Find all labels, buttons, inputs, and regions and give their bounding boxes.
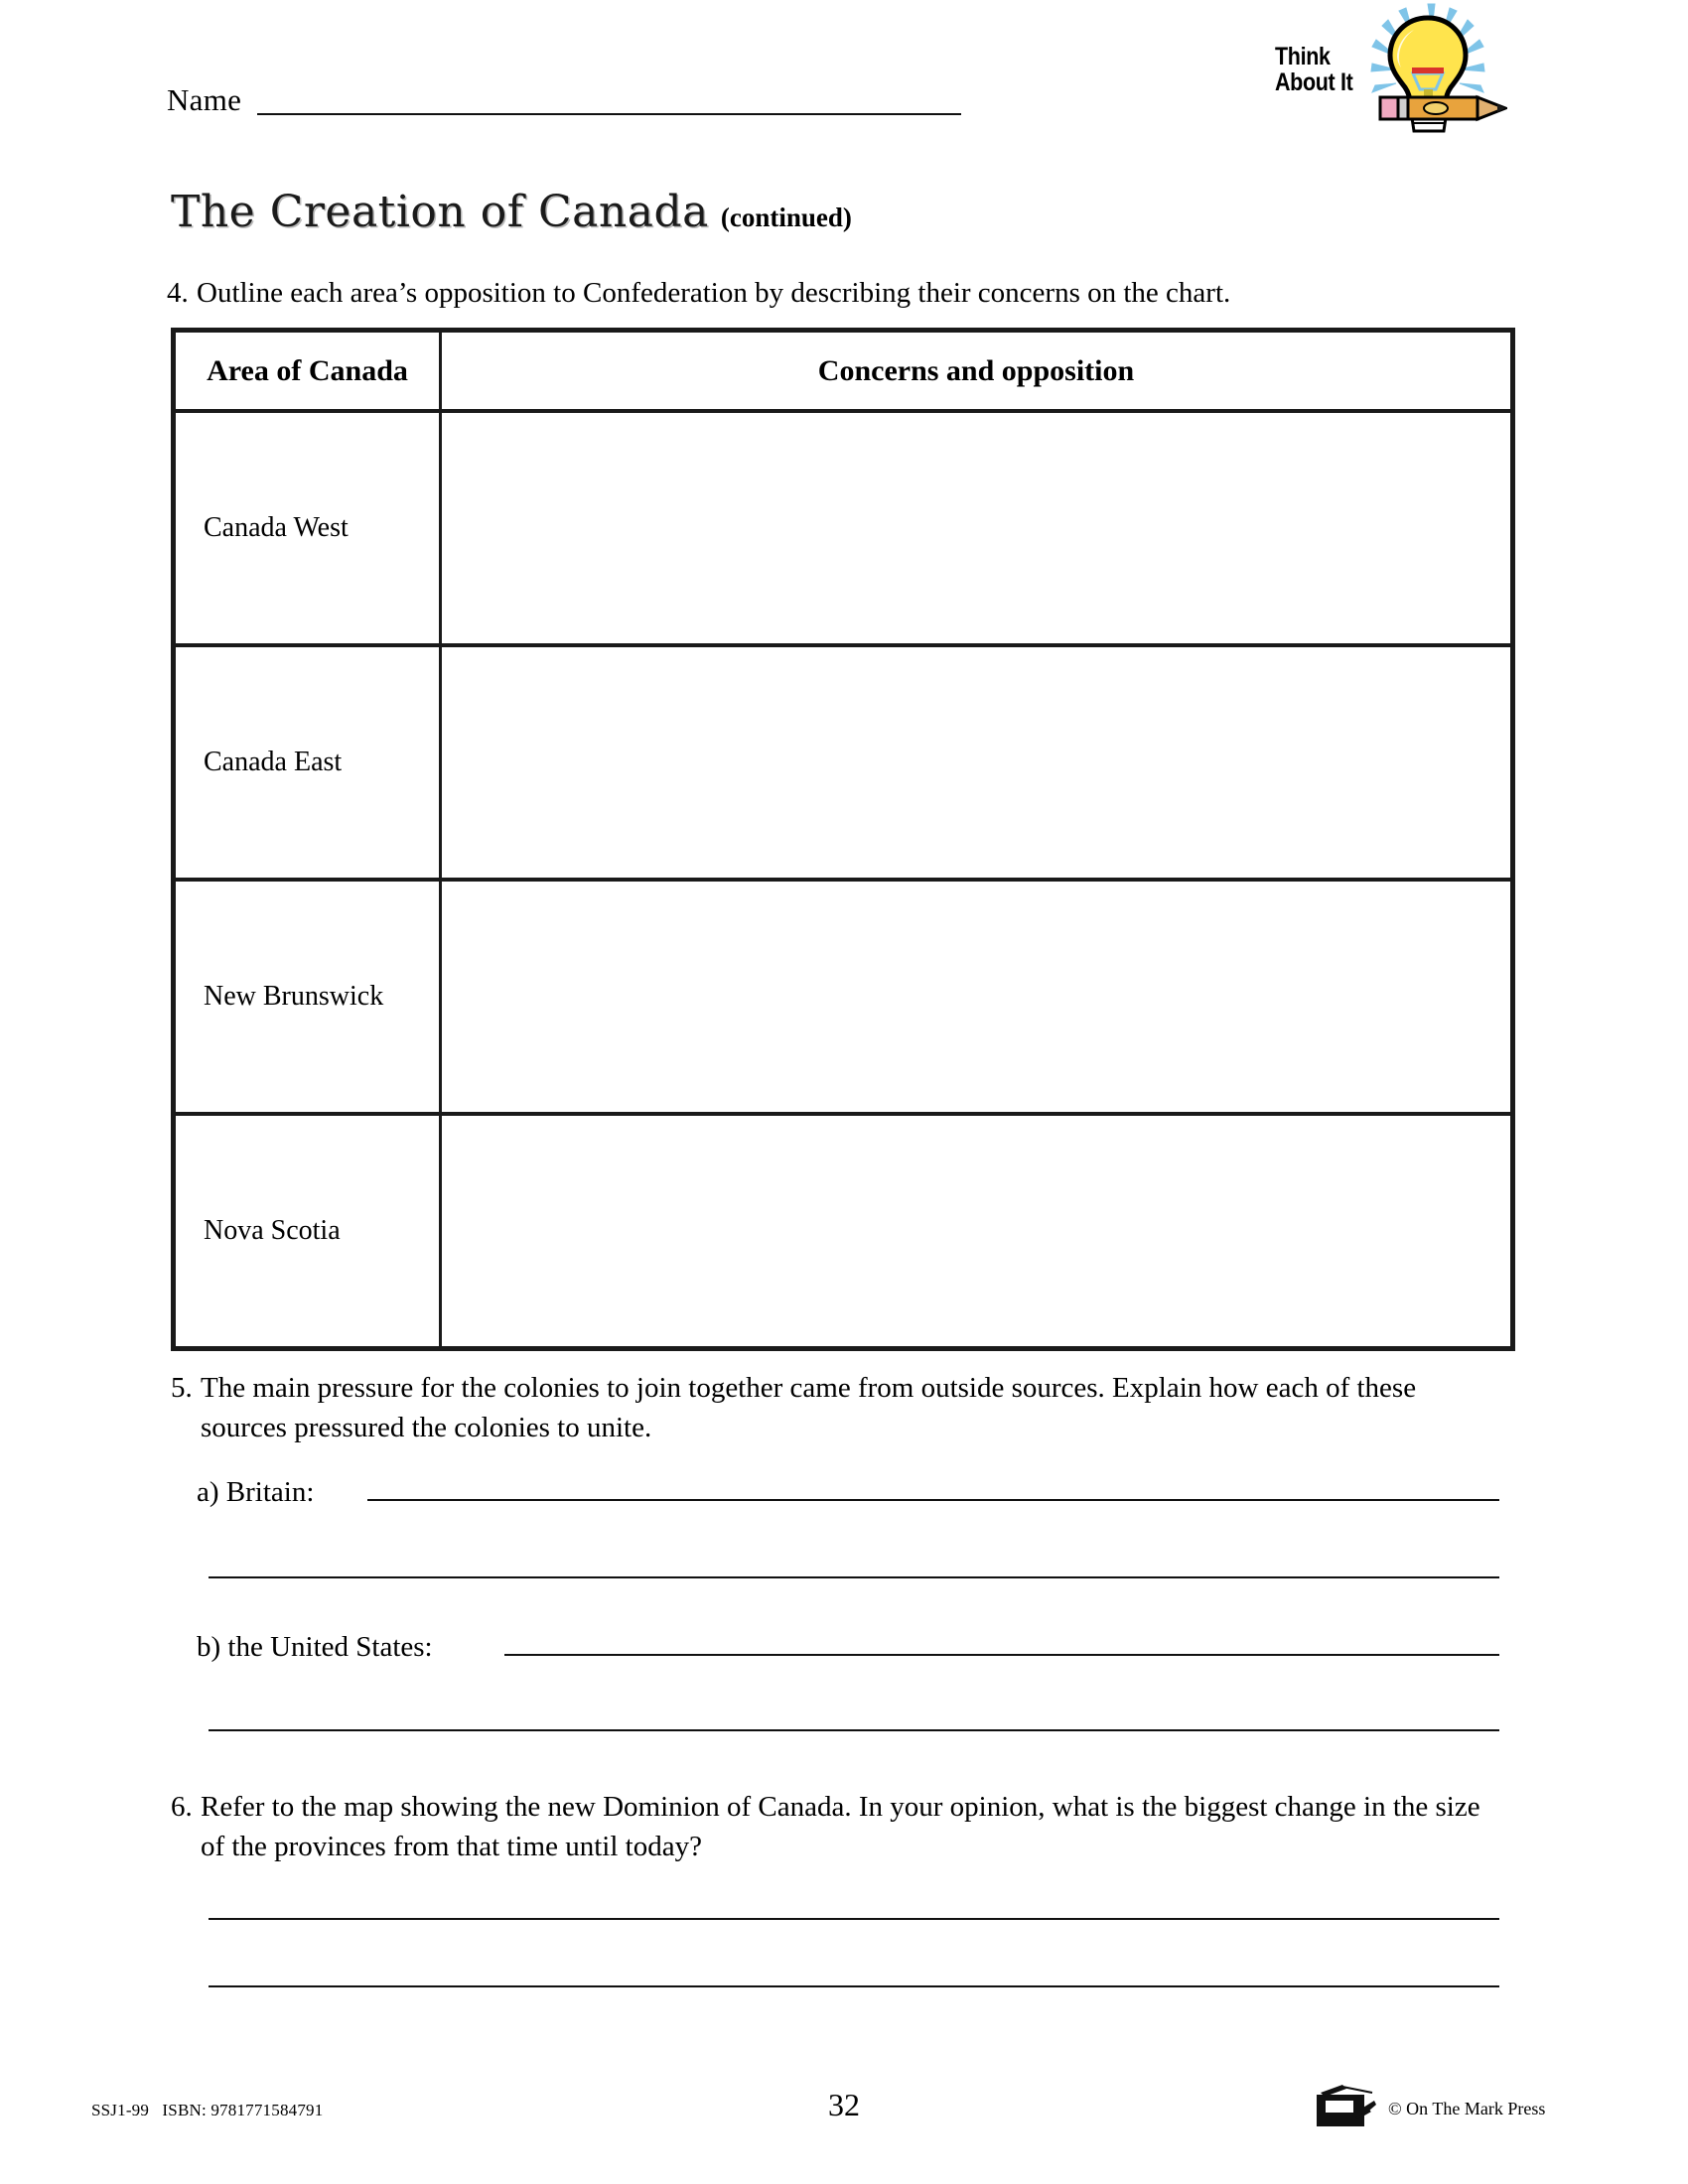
footer-publisher bbox=[1313, 2083, 1545, 2134]
name-field-row bbox=[167, 84, 961, 115]
question-5a-label: a) Britain: bbox=[197, 1476, 315, 1508]
question-5b-label: b) the United States: bbox=[197, 1631, 433, 1663]
page-title-main: The Creation of Canada bbox=[171, 187, 709, 237]
answer-line-5b-1[interactable] bbox=[504, 1654, 1499, 1656]
answer-line-6-1[interactable] bbox=[209, 1918, 1499, 1920]
think-about-it-logo bbox=[1273, 2, 1511, 141]
logo-text bbox=[1275, 44, 1352, 95]
page-number: 32 bbox=[828, 2087, 860, 2122]
answer-line-5a-2[interactable] bbox=[209, 1576, 1499, 1578]
question-5 bbox=[171, 1368, 1481, 1447]
answer-line-5b-2[interactable] bbox=[209, 1729, 1499, 1731]
logo-line-1: Think bbox=[1275, 43, 1331, 70]
question-4 bbox=[167, 273, 1497, 313]
question-5-number: 5. bbox=[171, 1372, 193, 1404]
table-header-row bbox=[176, 333, 1510, 413]
question-4-number: 4. bbox=[167, 277, 189, 309]
question-5-text: The main pressure for the colonies to join together came from outside sources. Explain how each of these sources pressured the colonies to unite. bbox=[201, 1372, 1417, 1443]
filament bbox=[1412, 68, 1444, 73]
answer-cell-canada-west[interactable] bbox=[442, 413, 1510, 643]
question-6 bbox=[171, 1787, 1491, 1866]
page-title bbox=[171, 187, 852, 237]
question-4-text: Outline each area’s opposition to Confederation by describing their concerns on the chart. bbox=[197, 277, 1231, 309]
answer-line-5a-1[interactable] bbox=[367, 1499, 1499, 1501]
column-header-concerns: Concerns and opposition bbox=[817, 353, 1135, 387]
logo-line-2: About It bbox=[1275, 68, 1353, 96]
answer-line-6-2[interactable] bbox=[209, 1985, 1499, 1987]
row-label-canada-east: Canada East bbox=[176, 647, 442, 878]
table-row bbox=[176, 1116, 1510, 1346]
answer-cell-new-brunswick[interactable] bbox=[442, 882, 1510, 1112]
footer-credit-text: © On The Mark Press bbox=[1388, 2098, 1546, 2118]
row-label-canada-west: Canada West bbox=[176, 413, 442, 643]
printing-press-icon bbox=[1313, 2083, 1378, 2134]
pencil-icon bbox=[1380, 97, 1505, 119]
column-header-area: Area of Canada bbox=[176, 333, 442, 409]
answer-cell-nova-scotia[interactable] bbox=[442, 1116, 1510, 1346]
footer-code: SSJ1-99 ISBN: 9781771584791 bbox=[91, 2101, 324, 2119]
lightbulb-icon bbox=[1358, 2, 1507, 141]
answer-cell-canada-east[interactable] bbox=[442, 647, 1510, 878]
table-row bbox=[176, 882, 1510, 1116]
table-row bbox=[176, 413, 1510, 647]
row-label-nova-scotia: Nova Scotia bbox=[176, 1116, 442, 1346]
question-6-text: Refer to the map showing the new Dominion of Canada. In your opinion, what is the biggest change in the size of the provinces from that time until today? bbox=[201, 1791, 1480, 1862]
row-label-new-brunswick: New Brunswick bbox=[176, 882, 442, 1112]
name-input-line[interactable] bbox=[257, 87, 961, 115]
table-row bbox=[176, 647, 1510, 882]
question-6-number: 6. bbox=[171, 1791, 193, 1823]
concerns-chart bbox=[171, 328, 1515, 1351]
name-label: Name bbox=[167, 82, 242, 117]
page-title-continued: (continued) bbox=[720, 203, 852, 232]
